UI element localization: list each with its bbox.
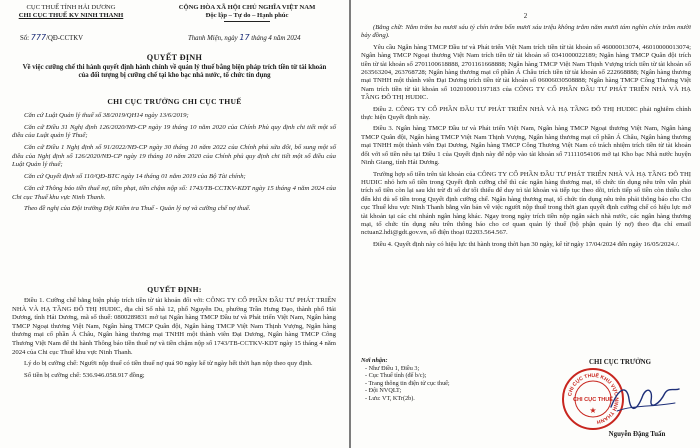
national-header — [152, 4, 342, 22]
motto-underline — [224, 21, 270, 22]
legal-basis: Căn cứ Luật Quản lý thuế số 38/2019/QH14 ngày 13/6/2019; — [24, 112, 189, 119]
svg-text:CHI CỤC THUẾ KHU VỰC NINH THAN: CHI CỤC THUẾ KHU VỰC NINH THANH — [567, 372, 620, 425]
page-2-body — [361, 24, 691, 252]
amount-in-words: (Bằng chữ: Năm trăm ba mươi sáu tỷ chín trăm bốn mươi sáu triệu không trăm năm mươi tám nghìn chín trăm mười bảy đồng). — [361, 24, 691, 40]
doc-no-handwritten: 777 — [30, 33, 47, 42]
page-number: 2 — [523, 12, 528, 20]
article-3: Điều 3. Ngân hàng TMCP Đầu tư và Phát triển Việt Nam, Ngân hàng TMCP Ngoại thương Việt Nam, Ngân hàng TMCP Quân đội, Ngân hàng TMCP Việt Nam Thịnh Vượng, Ngân hàng thương mại cổ phần Á Châu, Ngân hàng thương mại TNHH một thành viên Đại Dương, Ngân hàng TMCP Công Thương Việt Nam có trách nhiệm trích tiền từ tài khoản đối với số tiền nêu tại Điều 1 của Quyết định này để nộp vào tài khoản số 7111105410​6 mở tại Kho bạc Nhà nước huyện Ninh Giang, tỉnh Hải Dương. — [361, 125, 691, 167]
document-number — [20, 33, 83, 42]
enforcement-reason: Lý do bị cưỡng chế: Người nộp thuế có tiền thuế nợ quá 90 ngày kể từ ngày hết thời hạn nộp theo quy định. — [24, 360, 313, 368]
date-suffix: tháng 4 năm 2024 — [251, 35, 301, 42]
signature-block — [547, 359, 693, 443]
article-2: Điều 2. CÔNG TY CỔ PHẦN ĐẦU TƯ PHÁT TRIỂN NHÀ VÀ HẠ TẦNG ĐÔ THỊ HUDIC phải nghiêm chỉnh thực hiện Quyết định này. — [361, 105, 691, 122]
document-meta — [12, 33, 342, 43]
legal-basis: Căn cứ Điều 1 Nghị định số 91/2022/NĐ-CP ngày 30 tháng 10 năm 2022 của Chính phủ sửa đổi, bổ sung một số điều của Nghị định số 126/2020/NĐ-CP ngày 19 tháng 10 năm 2020 của Chính phủ quy định chi tiết một số điều của Luật Quản lý thuế; — [12, 144, 336, 169]
legal-basis: Căn cứ Điều 31 Nghị định 126/2020/NĐ-CP ngày 19 tháng 10 năm 2020 của Chính Phủ quy định chi tiết một số điều của Luật quản lý Thuế; — [12, 123, 336, 140]
legal-basis: Căn cứ Thông báo tiền thuế nợ, tiền phạt, tiền chậm nộp số: 1743/TB-CCTKV-KDT ngày 15 tháng 4 năm 2024 của Chi cục Thuế khu vực Ninh Thanh. — [12, 184, 336, 201]
issuer-heading: CHI CỤC TRƯỞNG CHI CỤC THUẾ — [107, 97, 242, 106]
legal-bases — [12, 112, 336, 217]
doc-no-suffix: /QĐ-CCTKV — [46, 35, 84, 42]
bank-request: Yêu cầu Ngân hàng TMCP Đầu tư và Phát triển Việt Nam trích tiền từ tài khoản số 46000013074, 46010000013074; Ngân hàng TMCP Ngoại thương Việt Nam trích tiền từ tài khoản số 0341000022189; Ngân hàng TMCP Quân đội trích tiền từ tài khoản số 2701100618888, 2701161668888; Ngân hàng TMCP Việt Nam Thịnh Vượng trích tiền từ tài khoản số 263563204, 263768728; Ngân hàng thương mại cổ phần Á Châu trích tiền từ tài khoản số 222668888; Ngân hàng thương mại TNHH một thành viên Đại Dương trích tiền từ tài khoản số 06006030508888; Ngân hàng TMCP Công Thương Việt Nam trích tiền từ tài khoản số 102010001197183 của CÔNG TY CỔ PHẦN ĐẦU TƯ PHÁT TRIỂN NHÀ VÀ HẠ TẦNG ĐÔ THỊ HUDIC. — [361, 43, 691, 102]
article-3-continued: Trường hợp số tiền trên tài khoản của CÔNG TY CỔ PHẦN ĐẦU TƯ PHÁT TRIỂN NHÀ VÀ HẠ TẦNG ĐÔ THỊ HUDIC nhỏ hơn số tiền trong Quyết định cưỡng chế thì các ngân hàng thương mại, tổ chức tín dụng nêu trên vẫn phải trích số tiền còn lại sau khi trừ đi số dư tối thiểu để duy trì tài khoản và tiếp tục theo dõi, trích tiếp số tiền còn thiếu cho đến khi đủ số tiền trong Quyết định cưỡng chế. Ngân hàng thương mại, tổ chức tín dụng nêu trên phải thông báo cho Chi cục Thuế khu vực Ninh Thanh bằng văn bản về việc người nộp thuế trong thời gian quyết định cưỡng chế có hiệu lực mở tài khoản tại các chi nhánh ngân hàng khác. Ngay trong ngày trích tiền nộp ngân sách nhà nước, các ngân hàng thương mại, tổ chức tín dụng nêu trên thông báo cho cơ quan quản lý thuế (bộ phận quản lý nợ) theo địa chỉ email nctuan2.hdi@gdt.gov.vn, số điện thoại 02203.564.567. — [361, 170, 691, 237]
recipient-item: - Lưu: VT, KTr(2b). — [365, 394, 415, 402]
recipients-heading: Nơi nhận: — [361, 357, 388, 364]
agency-header — [6, 4, 136, 20]
legal-basis: Căn cứ Quyết định số 110/QĐ-BTC ngày 14 tháng 01 năm 2019 của Bộ Tài chính; — [24, 173, 246, 181]
document-subtitle: Về việc cưỡng chế thi hành quyết định hành chính về quản lý thuế bằng biện pháp trích tiền từ tài khoản của đối tượng bị cưỡng chế tại kho bạc nhà nước, tổ chức tín dụng — [22, 64, 327, 80]
recipient-item: - Trang thông tin điện tử cục thuế; — [365, 379, 450, 387]
recipient-item: - Đội NVQLT; — [365, 387, 402, 395]
svg-text:CHI CỤC THUẾ: CHI CỤC THUẾ — [572, 397, 614, 403]
article-4: Điều 4. Quyết định này có hiệu lực thi hành trong thời hạn 30 ngày, kể từ ngày 17/04/2024 đến ngày 16/05/2024./. — [373, 240, 680, 248]
recipients-block — [361, 357, 511, 403]
page-2 — [351, 0, 700, 448]
page-1 — [0, 0, 349, 448]
national-motto: Độc lập – Tự do – Hạnh phúc — [205, 12, 289, 19]
signer-name: Nguyễn Đặng Tuấn — [608, 431, 666, 438]
decision-heading: QUYẾT ĐỊNH: — [147, 285, 202, 294]
enforcement-amount: Số tiền bị cưỡng chế: 536.946.058.917 đồng; — [24, 372, 145, 380]
date-prefix: Thanh Miện, ngày — [188, 35, 238, 42]
svg-text:★: ★ — [589, 406, 597, 415]
handwritten-signature-icon — [607, 381, 683, 417]
doc-no-prefix: Số: — [20, 35, 30, 42]
document-date — [188, 33, 301, 42]
agency-name: CHI CỤC THUẾ KV NINH THANH — [18, 12, 124, 19]
recipient-item: - Cục Thuế tỉnh (để b/c); — [365, 372, 427, 380]
country-name: CỘNG HÒA XÃ HỘI CHỦ NGHĨA VIỆT NAM — [178, 4, 316, 11]
signer-title: CHI CỤC TRƯỞNG — [588, 359, 652, 366]
legal-basis: Theo đề nghị của Đội trưởng Đội Kiểm tra Thuế - Quản lý nợ và cưỡng chế nợ thuế. — [24, 205, 251, 213]
recipient-item: - Như Điều 1, Điều 3; — [365, 364, 420, 372]
agency-parent: CỤC THUẾ TỈNH HẢI DƯƠNG — [26, 4, 116, 11]
decision-body — [12, 297, 336, 384]
date-day-handwritten: 17 — [239, 33, 250, 42]
document-title: QUYẾT ĐỊNH — [146, 53, 203, 62]
article-1: Điều 1. Cưỡng chế bằng biện pháp trích tiền từ tài khoản đối với: CÔNG TY CỔ PHẦN ĐẦU TƯ PHÁT TRIỂN NHÀ VÀ HẠ TẦNG ĐÔ THỊ HUDIC, địa chỉ Số nhà 12, phố Nguyễn Du, phường Trần Hưng Đạo, thành phố Hải Dương, tỉnh Hải Dương, mã số thuế: 0800289831 mở tại Ngân hàng TMCP Đầu tư và Phát triển Việt Nam, Ngân hàng TMCP Ngoại thương Việt Nam, Ngân hàng TMCP Quân đội, Ngân hàng TMCP Việt Nam Thịnh Vượng, Ngân hàng thương mại cổ phần Á Châu, Ngân hàng thương mại TNHH một thành viên Đại Dương, Ngân hàng TMCP Công Thương Việt Nam để thi hành Thông báo tiền thuế nợ và tiền chậm nộp số 1743/TB-CCTKV-KDT ngày 15 tháng 4 năm 2024 của Chi cục Thuế khu vực Ninh Thanh. — [12, 297, 336, 356]
